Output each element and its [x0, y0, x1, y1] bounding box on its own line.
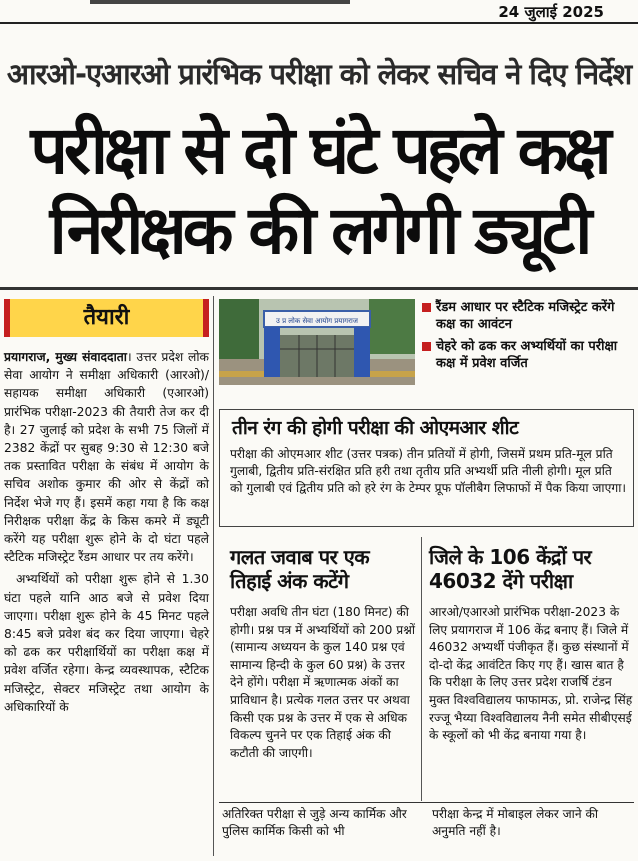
bullet-square-icon [422, 342, 431, 351]
negative-marking-title: गलत जवाब पर एक तिहाई अंक कटेंगे [230, 545, 370, 593]
centres-title: जिले के 106 केंद्रों पर 46032 देंगे परीक्षा [429, 545, 592, 593]
gate-illustration [219, 299, 415, 385]
commission-gate-photo [219, 299, 415, 385]
column-divider-2 [421, 537, 422, 801]
highlights-list [422, 299, 634, 377]
centres-text: आरओ/एआरओ प्रारंभिक परीक्षा-2023 के लिए प्रयागराज में 106 केंद्र बनाए हैं। जिले में 46032 अभ्यर्थी पंजीकृत हैं। कुछ संस्थानों में दो-दो केंद्र आवंटित किए गए हैं। खास बात है कि परीक्षा के लिए उत्तर प्रदेश राजर्षि टंडन मुक्त विश्वविद्यालय फाफामऊ, प्रो. राजेन्द्र सिंह रज्जू भैय्या विश्वविद्यालय नैनी समेत सीबीएसई के स्कूलों को भी केंद्र बनाया गया है। [429, 605, 633, 743]
section-tag: तैयारी [4, 299, 209, 337]
highlight-item-1: रैंडम आधार पर स्टैटिक मजिस्ट्रेट करेंगे कक्ष का आवंटन [422, 299, 634, 333]
omr-box-title: तीन रंग की होगी परीक्षा की ओएमआर शीट [232, 417, 519, 439]
byline: प्रयागराज, मुख्य संवाददाता [4, 350, 127, 364]
publication-date: 24 जुलाई 2025 [498, 3, 604, 21]
footer-left-text: अतिरिक्त परीक्षा से जुड़े अन्य कार्मिक और पुलिस कार्मिक किसी को भी [222, 807, 407, 839]
highlight-item-2: चेहरे को ढक कर अभ्यर्थियों का परीक्षा कक्ष में प्रवेश वर्जित [422, 338, 634, 372]
article-paragraph-2: अभ्यर्थियों को परीक्षा शुरू होने से 1.30 घंटा पहले यानि आठ बजे से प्रवेश दिया जाएगा। परीक्षा शुरू होने के 45 मिनट पहले 8:45 बजे प्रवेश बंद कर दिया जाएगा। चेहरे को ढक कर परीक्षार्थियों का परीक्षा कक्ष में प्रवेश वर्जित रहेगा। केन्द्र व्यवस्थापक, स्टैटिक मजिस्ट्रेट, सेक्टर मजिस्ट्रेट तथा आयोग के अधिकारियों के [4, 572, 209, 714]
headline-rule [0, 287, 638, 290]
gate-sign: उ प्र लोक सेवा आयोग प्रयागराज [276, 317, 358, 325]
footer-right-text: परीक्षा केन्द्र में मोबाइल लेकर जाने की अनुमति नहीं है। [432, 807, 598, 839]
bullet-square-icon [422, 303, 431, 312]
article-text-1: । उत्तर प्रदेश लोक सेवा आयोग ने समीक्षा अधिकारी (आरओ)/ सहायक समीक्षा अधिकारी (एआरओ) प्रारंभिक परीक्षा-2023 की तैयारी तेज कर दी है। 27 जुलाई को प्रदेश के सभी 75 जिलों में 2382 केंद्रों पर सुबह 9:30 से 12:30 बजे तक प्रस्तावित परीक्षा के संबंध में आयोग के सचिव अशोक कुमार की ओर से केंद्रों को निर्देश भेजे गए हैं। इसमें कहा गया है कि कक्ष निरीक्षक परीक्षा केंद्र के किस कमरे में ड्यूटी करेंगे यह परीक्षा शुरू होने के दो घंटा पहले स्टैटिक मजिस्ट्रेट रैंडम आधार पर तय करेंगे। [4, 350, 209, 565]
article-paragraph-1 [4, 348, 209, 566]
bottom-rule [219, 802, 634, 803]
headline-line-2: निरीक्षक की लगेगी ड्यूटी [49, 192, 589, 269]
masthead-fragment [90, 0, 350, 4]
main-article [4, 348, 209, 720]
omr-box-text: परीक्षा की ओएमआर शीट (उत्तर पत्रक) तीन प्रतियों में होगी, जिसमें प्रथम प्रति-मूल प्रति गुलाबी, द्वितीय प्रति-संरक्षित प्रति हरी तथा तृतीय प्रति अभ्यर्थी प्रति नीली होगी। मूल प्रति को गुलाबी एवं द्वितीय प्रति को हरे रंग के टेम्पर प्रूफ पॉलीबैग लिफाफों में पैक किया जाएगा। [230, 447, 626, 496]
headline-line-1: परीक्षा से दो घंटे पहले कक्ष [30, 112, 608, 189]
negative-marking-text: परीक्षा अवधि तीन घंटा (180 मिनट) की होगी। प्रश्न पत्र में अभ्यर्थियों को 200 प्रश्नों (सामान्य अध्ययन के कुल 140 प्रश्न एवं सामान्य हिन्दी के कुल 60 प्रश्न) के उत्तर देने होंगे। परीक्षा में ऋणात्मक अंकों का प्राविधान है। प्रत्येक गलत उत्तर पर अथवा किसी एक प्रश्न के उत्तर में एक से अधिक विकल्प चुनने पर एक तिहाई अंक की कटौती की जाएगी। [230, 605, 415, 760]
kicker-headline: आरओ-एआरओ प्रारंभिक परीक्षा को लेकर सचिव ने दिए निर्देश [6, 57, 632, 91]
column-divider-1 [213, 296, 214, 856]
